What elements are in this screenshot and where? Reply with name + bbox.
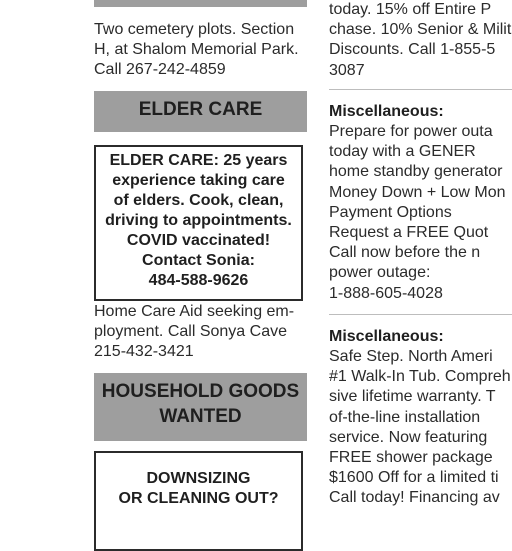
misc-ad-walk-in-tub — [329, 347, 511, 509]
ad-line: Payment Options — [329, 203, 452, 221]
elder-care-header — [94, 91, 307, 132]
box-line: OR CLEANING OUT? — [118, 490, 279, 507]
ad-line: home standby generator — [329, 163, 503, 181]
ad-line: Call now before the n — [329, 244, 481, 262]
ad-line: $1600 Off for a limited ti — [329, 469, 499, 487]
ad-line: Two cemetery plots. Section — [94, 21, 295, 38]
misc-heading — [329, 103, 444, 121]
ad-line: power outage: — [329, 264, 431, 282]
divider — [329, 314, 512, 315]
ad-line: Money Down + Low Mon — [329, 183, 506, 201]
ad-line: sive lifetime warranty. T — [329, 388, 496, 406]
misc-heading-text: Miscellaneous: — [329, 328, 444, 345]
ad-line: Safe Step. North Ameri — [329, 348, 493, 365]
box-line: COVID vaccinated! — [126, 232, 271, 249]
box-line: experience taking care — [112, 172, 285, 189]
elder-care-box — [94, 145, 303, 301]
ad-line: Request a FREE Quot — [329, 224, 489, 242]
cemetery-ad — [94, 20, 308, 81]
ad-line: ployment. Call Sonya Cave — [94, 323, 287, 341]
section-header-title-line: WANTED — [159, 406, 242, 427]
home-care-ad — [94, 302, 308, 363]
misc-heading — [329, 328, 444, 346]
ad-line: chase. 10% Senior & Milit — [329, 21, 512, 39]
ad-line: 215-432-3421 — [94, 343, 194, 361]
ad-line: H, at Shalom Memorial Park. — [94, 41, 299, 59]
ad-line: service. Now featuring — [329, 428, 488, 446]
ad-line: Call 267-242-4859 — [94, 61, 226, 79]
downsizing-box — [94, 451, 303, 551]
box-line: 484-588-9626 — [148, 272, 249, 289]
section-header-title-line: HOUSEHOLD GOODS — [101, 381, 300, 402]
box-line: Contact Sonia: — [142, 252, 255, 269]
ad-line: Call today! Financing av — [329, 489, 500, 507]
household-goods-header — [94, 373, 307, 441]
box-line: ELDER CARE: 25 years — [109, 152, 288, 169]
misc-ad-generator — [329, 122, 506, 304]
ad-line: #1 Walk-In Tub. Compreh — [329, 368, 511, 386]
misc-heading-text: Miscellaneous: — [329, 103, 444, 120]
divider — [329, 89, 512, 90]
ad-line: today. 15% off Entire P — [329, 1, 492, 18]
box-line: driving to appointments. — [105, 212, 292, 229]
ad-line: 1-888-605-4028 — [329, 284, 443, 302]
ad-line: 3087 — [329, 61, 365, 79]
box-line: DOWNSIZING — [146, 470, 251, 487]
ad-line: of-the-line installation — [329, 408, 481, 426]
ad-line: today with a GENER — [329, 143, 476, 161]
ad-line: Home Care Aid seeking em- — [94, 303, 295, 320]
ad-line: FREE shower package — [329, 449, 493, 467]
ad-line: Discounts. Call 1-855-5 — [329, 41, 496, 59]
section-header-title: ELDER CARE — [138, 99, 263, 120]
box-line: of elders. Cook, clean, — [113, 192, 284, 209]
ad-line: Prepare for power outa — [329, 123, 493, 140]
section-header-band-top — [94, 0, 307, 7]
discount-ad — [329, 0, 511, 81]
